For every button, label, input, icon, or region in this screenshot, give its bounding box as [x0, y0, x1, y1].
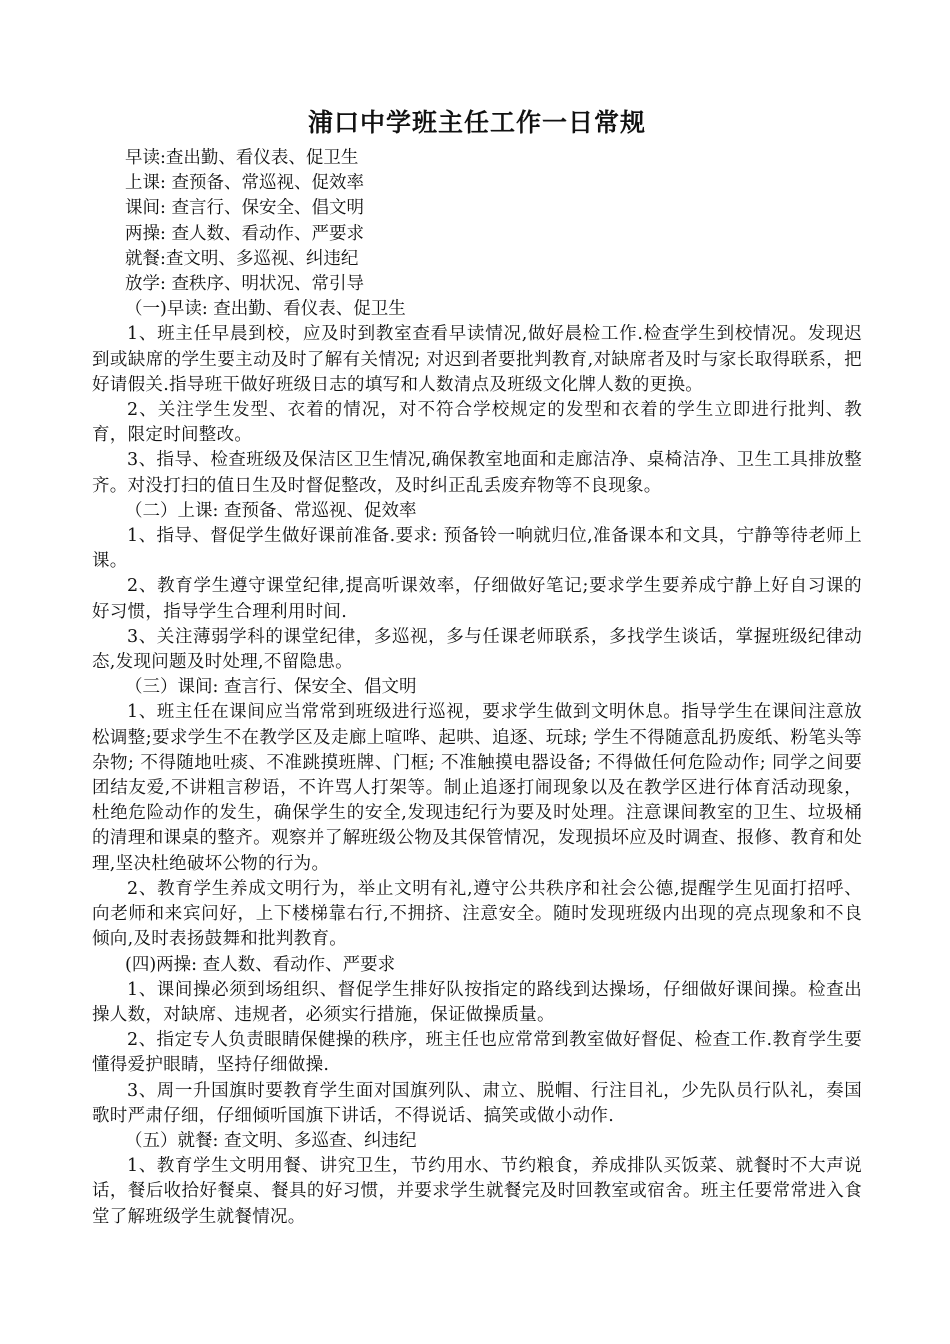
section-heading: （三）课间: 查言行、保安全、倡文明 — [125, 677, 417, 698]
summary-item-dismissal: 放学: 查秩序、明状况、常引导 — [125, 274, 364, 295]
paragraph: 1、班主任在课间应当常常到班级进行巡视，要求学生做到文明休息。指导学生在课间注意放松调整;要求学生不在教学区及走廊上喧哗、起哄、追逐、玩球; 学生不得随意乱扔废纸、粉笔头等杂物; 不得随地吐痰、不准跳摸班牌、门框; 不准触摸电器设备; 不得做任何危险动作; 同学之间要团结友爱,不讲粗言秽语，不许骂人打架等。制止追逐打闹现象以及在教学区进行体育活动现象，杜绝危险动作的发生，确保学生的安全,发现违纪行为要及时处理。注意课间教室的卫生、垃圾桶的清理和课桌的整齐。观察并了解班级公物及其保管情况，发现损坏应及时调查、报修、教育和处理,坚决杜绝破坏公物的行为。 — [92, 702, 862, 874]
paragraph: 1、班主任早晨到校，应及时到教室查看早读情况,做好晨检工作.检查学生到校情况。发现迟到或缺席的学生要主动及时了解有关情况; 对迟到者要批判教育,对缺席者及时与家长取得联系，把好请假关.指导班干做好班级日志的填写和人数清点及班级文化牌人数的更换。 — [92, 324, 862, 395]
paragraph: 1、指导、督促学生做好课前准备.要求: 预备铃一响就归位,准备课本和文具，宁静等待老师上课。 — [92, 526, 862, 572]
section-heading: （一)早读: 查出勤、看仪表、促卫生 — [125, 299, 406, 320]
summary-item-class: 上课: 查预备、常巡视、促效率 — [125, 173, 364, 194]
paragraph: 2、教育学生遵守课堂纪律,提高听课效率，仔细做好笔记;要求学生要养成宁静上好自习课的好习惯，指导学生合理利用时间. — [92, 576, 862, 622]
paragraph: 2、关注学生发型、衣着的情况，对不符合学校规定的发型和衣着的学生立即进行批判、教育，限定时间整改。 — [92, 400, 862, 446]
paragraph: 1、课间操必须到场组织、督促学生排好队按指定的路线到达操场，仔细做好课间操。检查出操人数，对缺席、违规者，必须实行措施，保证做操质量。 — [92, 979, 862, 1025]
section-heading: （二）上课: 查预备、常巡视、促效率 — [125, 500, 417, 521]
paragraph: 2、指定专人负责眼睛保健操的秩序，班主任也应常常到教室做好督促、检查工作.教育学生要懂得爱护眼睛，坚持仔细做操. — [92, 1030, 862, 1076]
section-exercises — [92, 953, 862, 1129]
summary-item-exercises: 两操: 查人数、看动作、严要求 — [125, 223, 364, 244]
section-meals — [92, 1129, 862, 1230]
paragraph: 3、周一升国旗时要教育学生面对国旗列队、肃立、脱帽、行注目礼，少先队员行队礼，奏国歌时严肃仔细，仔细倾听国旗下讲话，不得说话、搞笑或做小动作. — [92, 1080, 862, 1126]
paragraph: 1、教育学生文明用餐、讲究卫生，节约用水、节约粮食，养成排队买饭菜、就餐时不大声说话，餐后收拾好餐桌、餐具的好习惯，并要求学生就餐完及时回教室或宿舍。班主任要常常进入食堂了解班级学生就餐情况。 — [92, 1156, 862, 1227]
summary-list — [92, 146, 862, 297]
paragraph: 3、关注薄弱学科的课堂纪律，多巡视，多与任课老师联系，多找学生谈话，掌握班级纪律动态,发现问题及时处理,不留隐患。 — [92, 626, 862, 673]
document-title: 浦口中学班主任工作一日常规 — [307, 108, 646, 137]
section-heading: (四)两操: 查人数、看动作、严要求 — [125, 954, 396, 975]
summary-item-break: 课间: 查言行、保安全、倡文明 — [125, 198, 364, 219]
summary-item-meals: 就餐:查文明、多巡视、纠违纪 — [125, 248, 359, 269]
paragraph: 3、指导、检查班级及保洁区卫生情况,确保教室地面和走廊洁净、桌椅洁净、卫生工具排放整齐。对没打扫的值日生及时督促整改，及时纠正乱丢废弃物等不良现象。 — [92, 450, 862, 496]
section-heading: （五）就餐: 查文明、多巡查、纠违纪 — [125, 1130, 417, 1151]
paragraph: 2、教育学生养成文明行为，举止文明有礼,遵守公共秩序和社会公德,提醒学生见面打招呼、向老师和来宾问好，上下楼梯靠右行,不拥挤、注意安全。随时发现班级内出现的亮点现象和不良倾向,及时表扬鼓舞和批判教育。 — [92, 878, 862, 950]
section-class — [92, 499, 862, 675]
section-morning-reading — [92, 297, 862, 499]
section-break — [92, 675, 862, 952]
document-page — [92, 106, 862, 1230]
summary-item-morning-reading: 早读:查出勤、看仪表、促卫生 — [125, 148, 359, 168]
